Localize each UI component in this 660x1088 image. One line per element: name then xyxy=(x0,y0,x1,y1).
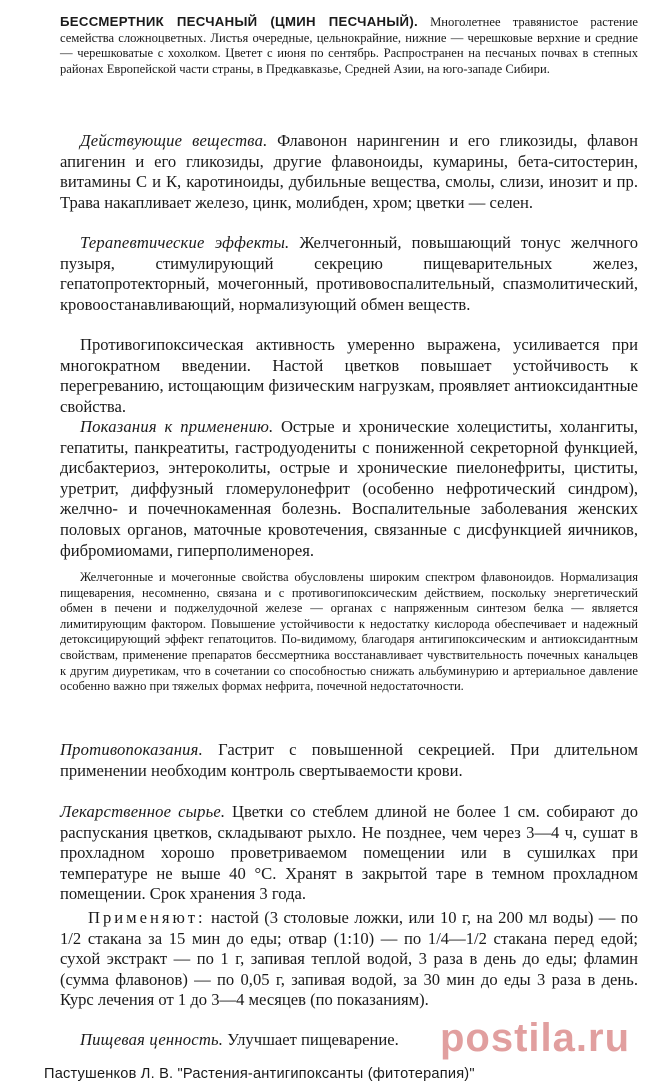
substances-paragraph xyxy=(60,131,638,213)
indications-paragraph xyxy=(60,417,638,561)
raw-material-paragraph xyxy=(60,802,638,905)
contraindications-label: Противопоказания. xyxy=(60,740,203,759)
note-paragraph xyxy=(60,570,638,695)
plant-heading: БЕССМЕРТНИК ПЕСЧАНЫЙ (ЦМИН ПЕСЧАНЫЙ). xyxy=(60,14,418,29)
antihypoxic-paragraph xyxy=(60,335,638,417)
indications-text: Острые и хронические холециститы, холангиты, гепатиты, панкреатиты, гастродуодениты с пониженной секреторной функцией, дисбактериоз, энтероколиты, острые и хронические пиелонефриты, циститы, уретрит, диффузный гломерулонефрит (особенно нефротический синдром), желчно- и почечнокаменная болезнь. Воспалительные заболевания женских половых органов, маточные кровотечения, связанные с дисфункцией яичников, фибромиомами, гиперполименорея. xyxy=(60,417,639,560)
contraindications-text: Гастрит с повышенной секрецией. При длительном применении необходим контроль свертываемости крови. xyxy=(60,740,638,780)
plant-description-paragraph xyxy=(60,14,638,77)
raw-material-text: Цветки со стеблем длиной не более 1 см. собирают до распускания цветков, складывают рыхло. Не позднее, чем через 3—4 ч, сушат в прохладном хорошо проветриваемом помещении или в сушилках при температуре не выше 40 °С. Хранят в закрытой таре в темном прохладном помещении. Срок хранения 3 года. xyxy=(60,802,638,904)
source-citation: Пастушенков Л. В. "Растения-антигипоксанты (фитотерапия)" xyxy=(44,1066,475,1082)
watermark-logo: postila.ru xyxy=(440,1016,631,1060)
usage-text: настой (3 столовые ложки, или 10 г, на 200 мл воды) — по 1/2 стакана за 15 мин до еды; отвар (1:10) — по 1/4—1/2 стакана перед едой; сухой экстракт — по 1 г, запивая теплой водой, 3 раза в день до еды; фламин (сумма флавонов) — по 0,05 г, запивая водой, за 30 мин до еды 3 раза в день. Курс лечения от 1 до 3—4 месяцев (по показаниям). xyxy=(60,908,638,1010)
note-text: Желчегонные и мочегонные свойства обусловлены широким спектром флавоноидов. Нормализация пищеварения, несомненно, связана и с противогипоксическим действием, поскольку энергетический обмен в печени и поджелудочной железе — органах с напряженным синтезом белка — является лимитирующим фактором. Повышение устойчивости к недостатку кислорода обеспечивает и надежный детоксицирующий эффект гепатоцитов. По-видимому, благодаря антигипоксическим и антиоксидантным свойствам, применение препаратов бессмертника восстанавливает чувствительность почечных канальцев к другим диуретикам, что в сочетании со способностью снижать альбуминурию и артериальное давление особенно важно при тяжелых формах нефрита, почечной недостаточности. xyxy=(60,570,638,694)
food-value-paragraph xyxy=(60,1030,638,1051)
food-value-label: Пищевая ценность. xyxy=(80,1030,224,1049)
antihypoxic-text: Противогипоксическая активность умеренно выражена, усиливается при многократном введении. Настой цветков повышает устойчивость к перегреванию, истощающим физическим нагрузкам, проявляет антиоксидантные свойства. xyxy=(60,335,638,416)
substances-text: Флавонон нарингенин и его гликозиды, флавон апигенин и его гликозиды, другие флавоноиды, кумарины, бета-ситостерин, витамины С и К, каротиноиды, дубильные вещества, смолы, слизи, инозит и пр. Трава накапливает железо, цинк, молибден, хром; цветки — селен. xyxy=(60,131,638,212)
contraindications-paragraph xyxy=(60,740,638,781)
effects-label: Терапевтические эффекты. xyxy=(80,233,290,252)
raw-material-label: Лекарственное сырье. xyxy=(60,802,226,821)
usage-label: Применяют: xyxy=(88,908,206,927)
substances-label: Действующие вещества. xyxy=(80,131,268,150)
usage-paragraph xyxy=(60,908,638,1011)
indications-label: Показания к применению. xyxy=(80,417,274,436)
food-value-text: Улучшает пищеварение. xyxy=(223,1030,399,1049)
plant-description-text: Многолетнее травянистое растение семейства сложноцветных. Листья очередные, цельнокрайние, нижние — черешковые верхние и средние — черешковатые с хохолком. Цветет с июня по сентябрь. Распространен на песчаных почвах в степных районах Европейской части страны, в Предкавказье, Средней Азии, на юго-западе Сибири. xyxy=(60,15,638,76)
effects-text: Желчегонный, повышающий тонус желчного пузыря, стимулирующий секрецию пищеварительных желез, гепатопротекторный, мочегонный, противовоспалительный, спазмолитический, кровоостанавливающий, нормализующий обмен веществ. xyxy=(60,233,638,314)
effects-paragraph xyxy=(60,233,638,315)
